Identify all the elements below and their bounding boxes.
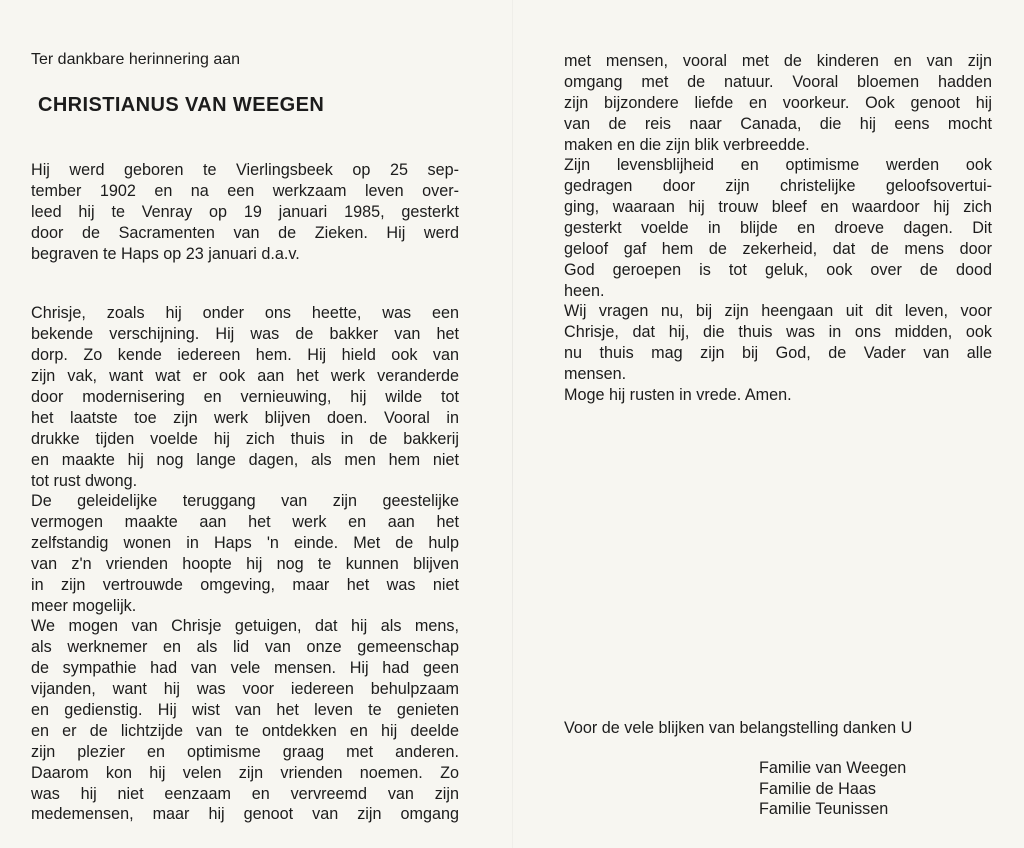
- text-line: ging, waaraan hij trouw bleef en waardoor hij zich: [564, 198, 992, 216]
- family-name: Familie Teunissen: [759, 800, 889, 818]
- text-line: maken en die zijn blik verbreedde.: [564, 136, 810, 154]
- text-line: van de reis naar Canada, die hij eens mocht: [564, 115, 992, 133]
- text-line: meer mogelijk.: [31, 597, 137, 615]
- thanks-line: Voor de vele blijken van belangstelling danken U: [564, 719, 913, 737]
- text-line: door de Sacramenten van de Zieken. Hij werd: [31, 224, 459, 242]
- text-line: omgang met de natuur. Vooral bloemen hadden: [564, 73, 992, 91]
- text-line: dorp. Zo kende iedereen hem. Hij hield ook van: [31, 346, 459, 364]
- family-name: Familie van Weegen: [759, 759, 907, 777]
- text-line: zijn bijzondere liefde en voorkeur. Ook genoot hij: [564, 94, 992, 112]
- text-line: van z'n vrienden hoopte hij nog te kunnen blijven: [31, 555, 459, 573]
- text-line: vijanden, want hij was voor iedereen behulpzaam: [31, 680, 459, 698]
- text-line: medemensen, maar hij genoot van zijn omgang: [31, 805, 459, 823]
- text-line: mensen.: [564, 365, 627, 383]
- text-line: tember 1902 en na een werkzaam leven over-: [31, 182, 459, 200]
- text-line: bekende verschijning. Hij was de bakker van het: [31, 325, 459, 343]
- text-line: zijn vak, want wat er ook aan het werk veranderde: [31, 367, 459, 385]
- text-line: en gedienstig. Hij wist van het leven te genieten: [31, 701, 459, 719]
- text-line: het laatste toe zijn werk blijven doen. Vooral in: [31, 409, 459, 427]
- text-line: Zijn levensblijheid en optimisme werden ook: [564, 156, 992, 174]
- text-line: God geroepen is tot geluk, ook over de dood: [564, 261, 992, 279]
- text-line: zijn plezier en optimisme graag met anderen.: [31, 743, 459, 761]
- intro-line: Ter dankbare herinnering aan: [31, 51, 241, 68]
- text-line: en maakte hij nog lange dagen, als men hem niet: [31, 451, 459, 469]
- text-line: met mensen, vooral met de kinderen en van zijn: [564, 52, 992, 70]
- text-line: nu thuis mag zijn bij God, de Vader van alle: [564, 344, 992, 362]
- text-line: leed hij te Venray op 19 januari 1985, gesterkt: [31, 203, 459, 221]
- text-line: Moge hij rusten in vrede. Amen.: [564, 386, 792, 404]
- text-line: Chrisje, zoals hij onder ons heette, was een: [31, 304, 459, 322]
- card-fold: [512, 0, 513, 848]
- text-line: als werknemer en als lid van onze gemeenschap: [31, 638, 459, 656]
- text-line: begraven te Haps op 23 januari d.a.v.: [31, 245, 300, 263]
- text-line: geloof gaf hem de zekerheid, dat de mens door: [564, 240, 992, 258]
- text-line: Daarom kon hij velen zijn vrienden noemen. Zo: [31, 764, 459, 782]
- text-line: de sympathie had van vele mensen. Hij had geen: [31, 659, 459, 677]
- text-line: in zijn vertrouwde omgeving, maar het was niet: [31, 576, 459, 594]
- text-line: tot rust dwong.: [31, 472, 138, 490]
- text-line: gesterkt voelde in blijde en droeve dagen. Dit: [564, 219, 992, 237]
- text-line: Hij werd geboren te Vierlingsbeek op 25 sep-: [31, 161, 459, 179]
- text-line: en er de lichtzijde van te ontdekken en hij deelde: [31, 722, 459, 740]
- family-name: Familie de Haas: [759, 780, 876, 798]
- text-line: door modernisering en vernieuwing, hij wilde tot: [31, 388, 459, 406]
- text-line: gedragen door zijn christelijke geloofsovertui-: [564, 177, 992, 195]
- text-line: Chrisje, dat hij, die thuis was in ons midden, ook: [564, 323, 992, 341]
- text-line: vermogen maakte aan het werk en aan het: [31, 513, 459, 531]
- text-line: heen.: [564, 282, 605, 300]
- text-line: drukke tijden voelde hij zich thuis in de bakkerij: [31, 430, 459, 448]
- text-line: De geleidelijke teruggang van zijn geestelijke: [31, 492, 459, 510]
- text-line: We mogen van Chrisje getuigen, dat hij als mens,: [31, 617, 459, 635]
- text-line: Wij vragen nu, bij zijn heengaan uit dit leven, voor: [564, 302, 992, 320]
- deceased-name: CHRISTIANUS VAN WEEGEN: [38, 94, 325, 116]
- text-line: zelfstandig wonen in Haps 'n einde. Met de hulp: [31, 534, 459, 552]
- text-line: was hij niet eenzaam en vervreemd van zijn: [31, 785, 459, 803]
